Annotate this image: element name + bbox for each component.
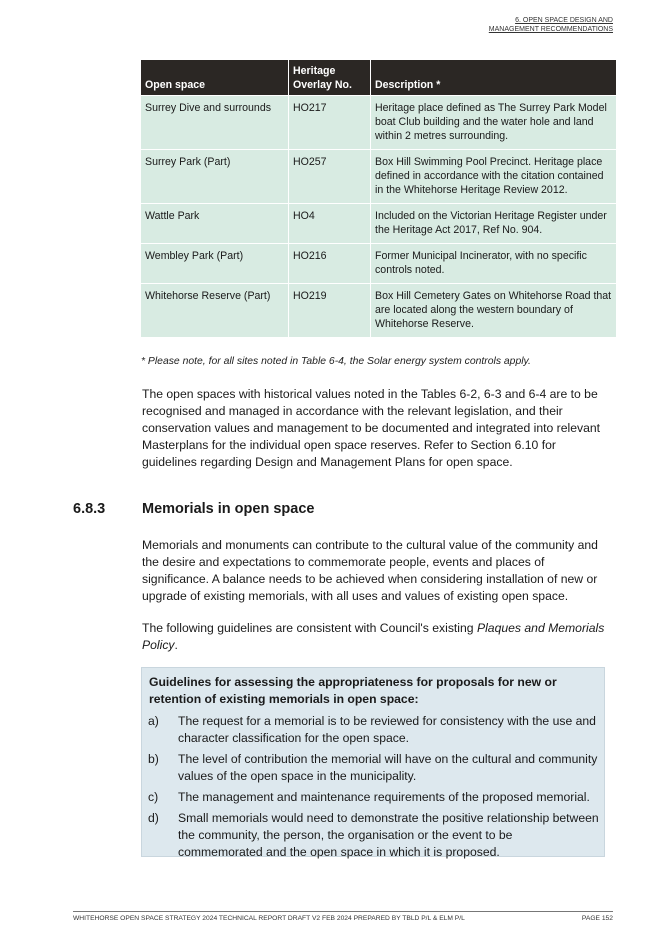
guideline-item [148, 810, 600, 861]
footer-page-number: PAGE 152 [581, 915, 613, 922]
paragraph-historical-values: The open spaces with historical values noted in the Tables 6-2, 6-3 and 6-4 are to be recognised and managed in accordance with the relevant legislation, and their conservation values and management to be documented and integrated into relevant Masterplans for the individual open space reserves. Refer to Section 6.10 for guidelines regarding Design and Management Plans for open space. [142, 387, 601, 469]
guideline-text: Small memorials would need to demonstrate the positive relationship between the community, the person, the organisation or the event to be commemorated and the open space in which it is proposed. [178, 811, 599, 859]
cell-overlay: HO217 [289, 96, 371, 150]
cell-overlay: HO219 [289, 284, 371, 338]
table-row [141, 150, 616, 204]
guideline-text: The level of contribution the memorial will have on the cultural and community values of the open space in the municipality. [178, 752, 598, 783]
cell-open-space: Wembley Park (Part) [141, 244, 289, 284]
table-row [141, 96, 616, 150]
section-title: Memorials in open space [142, 501, 315, 517]
guideline-item [148, 713, 600, 747]
cell-open-space: Surrey Park (Part) [141, 150, 289, 204]
header-open-space: Open space [141, 60, 289, 96]
paragraph-guidelines-intro [142, 620, 614, 654]
cell-description: Included on the Victorian Heritage Register under the Heritage Act 2017, Ref No. 904. [371, 204, 617, 244]
running-header-line2: MANAGEMENT RECOMMENDATIONS [488, 26, 613, 33]
guidelines-intro-text: The following guidelines are consistent with Council's existing [142, 621, 477, 635]
guideline-letter: b) [148, 752, 159, 766]
footer-divider [73, 911, 613, 912]
guideline-letter: c) [148, 790, 159, 804]
cell-description: Box Hill Cemetery Gates on Whitehorse Road that are located along the western boundary of Whitehorse Reserve. [371, 284, 617, 338]
section-number: 6.8.3 [73, 501, 106, 517]
running-header-line1: 6. OPEN SPACE DESIGN AND [515, 17, 613, 24]
header-heritage-line2: Overlay No. [293, 79, 352, 91]
table-row [141, 204, 616, 244]
cell-open-space: Wattle Park [141, 204, 289, 244]
policy-name: Plaques and Memorials Policy [142, 621, 605, 652]
guideline-letter: d) [148, 811, 159, 825]
guideline-letter: a) [148, 714, 159, 728]
cell-description: Heritage place defined as The Surrey Park Model boat Club building and the water hole and land within 2 metres surrounding. [371, 96, 617, 150]
table-note: * Please note, for all sites noted in Table 6-4, the Solar energy system controls apply. [141, 356, 531, 367]
table-row [141, 244, 616, 284]
footer-document-info: WHITEHORSE OPEN SPACE STRATEGY 2024 TECHNICAL REPORT DRAFT V2 FEB 2024 PREPARED BY TBLD P/L & ELM P/L [73, 915, 465, 922]
guideline-text: The management and maintenance requirements of the proposed memorial. [178, 790, 590, 804]
table-header-row [141, 60, 616, 96]
heritage-table [141, 60, 616, 337]
cell-open-space: Surrey Dive and surrounds [141, 96, 289, 150]
running-header [313, 16, 613, 34]
guideline-item [148, 789, 600, 806]
table-row [141, 284, 616, 338]
cell-open-space: Whitehorse Reserve (Part) [141, 284, 289, 338]
cell-description: Former Municipal Incinerator, with no specific controls noted. [371, 244, 617, 284]
guideline-item [148, 751, 600, 785]
cell-overlay: HO4 [289, 204, 371, 244]
guidelines-box [141, 667, 605, 857]
guidelines-intro-end: . [174, 638, 178, 652]
header-heritage-line1: Heritage [293, 65, 336, 77]
paragraph-memorials: Memorials and monuments can contribute to the cultural value of the community and the desire and expectations to commemorate people, events and places of significance. A balance needs to be achieved when considering installation of new or upgrade of existing memorials, with all uses and values of existing open space. [142, 538, 598, 603]
guideline-text: The request for a memorial is to be reviewed for consistency with the use and character classification for the open space. [178, 714, 596, 745]
guidelines-title: Guidelines for assessing the appropriateness for proposals for new or retention of existing memorials in open space: [149, 675, 557, 706]
cell-overlay: HO216 [289, 244, 371, 284]
cell-overlay: HO257 [289, 150, 371, 204]
header-description: Description * [371, 60, 617, 96]
header-heritage-overlay [289, 60, 371, 96]
cell-description: Box Hill Swimming Pool Precinct. Heritage place defined in accordance with the citation contained in the Whitehorse Heritage Review 2012. [371, 150, 617, 204]
